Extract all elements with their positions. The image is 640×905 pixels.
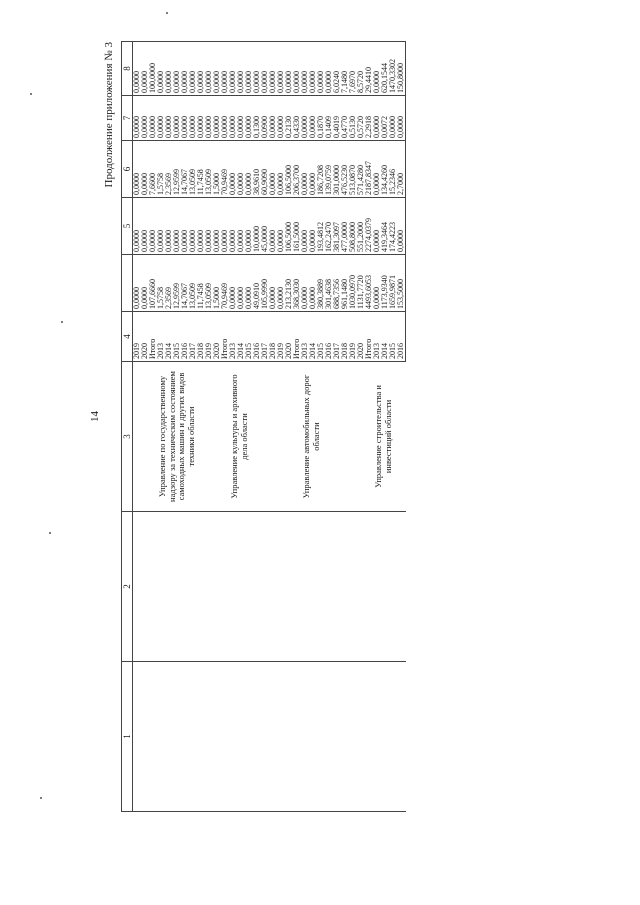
amount-cell: 11,7458 — [197, 141, 205, 198]
year-cell: 2016 — [397, 312, 406, 362]
amount-cell: 2,2918 — [365, 96, 373, 141]
col-1-cell — [229, 662, 301, 812]
col-1-cell — [301, 662, 373, 812]
amount-cell: 0,0000 — [277, 42, 285, 96]
amount-cell: 0,0000 — [181, 96, 189, 141]
amount-cell: 0,0000 — [229, 96, 237, 141]
amount-cell: 70,9469 — [221, 141, 229, 198]
amount-cell: 0,0000 — [277, 96, 285, 141]
amount-cell: 0,0000 — [133, 255, 142, 312]
column-header — [122, 255, 133, 312]
amount-cell: 0,0000 — [269, 198, 277, 255]
amount-cell: 0,0000 — [301, 141, 309, 198]
amount-cell: 0,0000 — [141, 42, 149, 96]
table-row — [157, 42, 165, 812]
amount-cell: 139,0759 — [325, 141, 333, 198]
year-cell: 2014 — [165, 312, 173, 362]
amount-cell: 213,2130 — [285, 255, 293, 312]
amount-cell: 0,0000 — [285, 42, 293, 96]
year-cell: 2014 — [237, 312, 245, 362]
amount-cell: 0,0000 — [133, 96, 142, 141]
amount-cell: 0,0000 — [173, 198, 181, 255]
scan-speck — [49, 532, 51, 534]
amount-cell: 0,0000 — [221, 42, 229, 96]
amount-cell: 0,0000 — [245, 255, 253, 312]
amount-cell: 13,0509 — [205, 255, 213, 312]
amount-cell: 0,0000 — [277, 255, 285, 312]
col-2-cell — [157, 512, 229, 662]
year-cell: 2015 — [173, 312, 181, 362]
year-cell: 2013 — [373, 312, 381, 362]
amount-cell: 2,3569 — [165, 255, 173, 312]
amount-cell: 0,4770 — [341, 96, 349, 141]
year-cell: 2020 — [285, 312, 293, 362]
amount-cell: 0,0000 — [229, 141, 237, 198]
amount-cell: 0,0000 — [245, 96, 253, 141]
year-cell: 2020 — [141, 312, 149, 362]
amount-cell: 0,0000 — [269, 96, 277, 141]
amount-cell: 380,3889 — [317, 255, 325, 312]
amount-cell: 0,0000 — [301, 198, 309, 255]
amount-cell: 0,5130 — [349, 96, 357, 141]
amount-cell: 0,0000 — [309, 198, 317, 255]
col-1-cell — [157, 662, 229, 812]
budget-table — [121, 41, 406, 812]
amount-cell: 14,7067 — [181, 255, 189, 312]
table-row — [229, 42, 237, 812]
amount-cell: 0,0000 — [133, 141, 142, 198]
year-cell: Итого — [365, 312, 373, 362]
amount-cell: 2,3569 — [165, 141, 173, 198]
amount-cell: 100,0000 — [149, 42, 157, 96]
amount-cell: 13,0509 — [189, 255, 197, 312]
organization-name: Управление культуры и архивного дела области — [229, 362, 301, 512]
amount-cell: 12,9599 — [173, 255, 181, 312]
amount-cell: 10,0000 — [253, 198, 261, 255]
amount-cell: 0,0000 — [197, 42, 205, 96]
amount-cell: 2,7000 — [397, 141, 406, 198]
column-header: 6 — [122, 141, 133, 198]
amount-cell: 0,0000 — [189, 198, 197, 255]
amount-cell: 0,0000 — [301, 255, 309, 312]
amount-cell: 206,3700 — [293, 141, 301, 198]
page-number: 14 — [89, 411, 101, 422]
amount-cell: 301,4638 — [325, 255, 333, 312]
amount-cell: 551,2000 — [357, 198, 365, 255]
amount-cell: 0,5720 — [357, 96, 365, 141]
year-cell: 2015 — [389, 312, 397, 362]
amount-cell: 620,1544 — [381, 42, 389, 96]
amount-cell: 0,0000 — [277, 198, 285, 255]
amount-cell: 13,0509 — [205, 141, 213, 198]
amount-cell: 0,0000 — [213, 96, 221, 141]
amount-cell: 0,0000 — [189, 42, 197, 96]
amount-cell: 0,0000 — [269, 255, 277, 312]
amount-cell: 0,0000 — [245, 42, 253, 96]
column-header: 4 — [122, 312, 133, 362]
amount-cell: 153,5000 — [397, 255, 406, 312]
amount-cell: 0,0000 — [133, 42, 142, 96]
amount-cell: 1173,9340 — [381, 255, 389, 312]
amount-cell: 8,5720 — [357, 42, 365, 96]
amount-cell: 0,0000 — [237, 255, 245, 312]
amount-cell: 0,0000 — [181, 198, 189, 255]
amount-cell: 0,0000 — [373, 42, 381, 96]
amount-cell: 0,0000 — [165, 96, 173, 141]
scan-speck — [30, 93, 32, 95]
amount-cell: 0,1870 — [317, 96, 325, 141]
amount-cell: 0,0000 — [205, 42, 213, 96]
year-cell: 2015 — [317, 312, 325, 362]
year-cell: 2019 — [277, 312, 285, 362]
amount-cell: 162,2470 — [325, 198, 333, 255]
amount-cell: 193,4812 — [317, 198, 325, 255]
amount-cell: 571,4280 — [357, 141, 365, 198]
year-cell: 2017 — [189, 312, 197, 362]
year-cell: 2019 — [133, 312, 142, 362]
year-cell: 2018 — [341, 312, 349, 362]
amount-cell: 0,0000 — [397, 96, 406, 141]
year-cell: 2015 — [245, 312, 253, 362]
amount-cell: 6,0240 — [333, 42, 341, 96]
organization-name: Управление по государственному надзору за техническим состоянием самоходных машин и других видов техники области — [157, 362, 229, 512]
column-number-row — [122, 42, 133, 812]
year-cell: 2013 — [229, 312, 237, 362]
year-cell: 2020 — [213, 312, 221, 362]
amount-cell: 381,3097 — [333, 198, 341, 255]
amount-cell: 0,0000 — [237, 96, 245, 141]
amount-cell: 301,0000 — [333, 141, 341, 198]
amount-cell: 2274,0379 — [365, 198, 373, 255]
amount-cell: 0,0000 — [149, 198, 157, 255]
amount-cell: 419,3464 — [381, 198, 389, 255]
amount-cell: 0,1300 — [253, 96, 261, 141]
amount-cell: 368,3030 — [293, 255, 301, 312]
amount-cell: 0,0000 — [325, 42, 333, 96]
amount-cell: 1131,7720 — [357, 255, 365, 312]
amount-cell: 0,0000 — [373, 255, 381, 312]
amount-cell: 1,5000 — [213, 255, 221, 312]
column-header: 2 — [122, 512, 133, 662]
amount-cell: 0,0000 — [293, 42, 301, 96]
amount-cell: 0,0000 — [397, 198, 406, 255]
amount-cell: 0,0000 — [389, 96, 397, 141]
amount-cell: 0,0000 — [213, 198, 221, 255]
amount-cell: 45,0000 — [261, 198, 269, 255]
amount-cell: 0,0000 — [197, 198, 205, 255]
year-cell: 2018 — [197, 312, 205, 362]
amount-cell: 0,0000 — [221, 198, 229, 255]
amount-cell: 11,7458 — [197, 255, 205, 312]
amount-cell: 105,9990 — [261, 255, 269, 312]
amount-cell: 0,0000 — [157, 198, 165, 255]
amount-cell: 508,8000 — [349, 198, 357, 255]
column-header: 7 — [122, 96, 133, 141]
year-cell: 2014 — [309, 312, 317, 362]
amount-cell: 174,4223 — [389, 198, 397, 255]
scan-speck — [61, 321, 63, 323]
col-2-cell — [229, 512, 301, 662]
amount-cell: 14,7067 — [181, 141, 189, 198]
amount-cell: 38,9610 — [253, 141, 261, 198]
year-cell: Итого — [149, 312, 157, 362]
amount-cell: 7,6600 — [149, 141, 157, 198]
column-header: 8 — [122, 42, 133, 96]
amount-cell: 476,5230 — [341, 141, 349, 198]
year-cell: 2017 — [333, 312, 341, 362]
column-header: 3 — [122, 362, 133, 512]
amount-cell: 0,0000 — [309, 42, 317, 96]
amount-cell: 0,0000 — [141, 255, 149, 312]
amount-cell: 0,0000 — [237, 42, 245, 96]
amount-cell: 0,0000 — [309, 255, 317, 312]
amount-cell: 70,9469 — [221, 255, 229, 312]
amount-cell: 0,0000 — [301, 96, 309, 141]
amount-cell: 161,5000 — [293, 198, 301, 255]
amount-cell: 60,9090 — [261, 141, 269, 198]
amount-cell: 1,5758 — [157, 141, 165, 198]
table-row — [133, 42, 142, 812]
col-2-cell — [373, 512, 406, 662]
column-header: 5 — [122, 198, 133, 255]
amount-cell: 0,0000 — [277, 141, 285, 198]
scan-speck — [166, 12, 168, 14]
appendix-continuation-note: Продолжение приложения № 3 — [103, 42, 115, 188]
amount-cell: 0,0000 — [373, 198, 381, 255]
amount-cell: 1659,9871 — [389, 255, 397, 312]
organization-name: Управление строительства и инвестиций области — [373, 362, 406, 512]
amount-cell: 961,1480 — [341, 255, 349, 312]
col-2-cell — [133, 512, 158, 662]
amount-cell: 106,5000 — [285, 141, 293, 198]
table-body — [133, 42, 406, 812]
amount-cell: 29,4410 — [365, 42, 373, 96]
amount-cell: 0,0000 — [261, 42, 269, 96]
amount-cell: 0,0000 — [213, 42, 221, 96]
year-cell: 2014 — [381, 312, 389, 362]
amount-cell: 12,9599 — [173, 141, 181, 198]
amount-cell: 0,0000 — [133, 198, 142, 255]
year-cell: 2020 — [357, 312, 365, 362]
col-1-cell — [373, 662, 406, 812]
year-cell: 2016 — [253, 312, 261, 362]
amount-cell: 1470,3302 — [389, 42, 397, 96]
amount-cell: 0,0000 — [253, 42, 261, 96]
amount-cell: 7,1480 — [341, 42, 349, 96]
amount-cell: 0,0000 — [309, 96, 317, 141]
amount-cell: 0,0072 — [381, 96, 389, 141]
year-cell: 2013 — [157, 312, 165, 362]
amount-cell: 0,0000 — [165, 42, 173, 96]
year-cell: 2018 — [269, 312, 277, 362]
amount-cell: 0,0000 — [269, 42, 277, 96]
amount-cell: 0,0000 — [173, 42, 181, 96]
amount-cell: 13,0509 — [189, 141, 197, 198]
amount-cell: 0,0000 — [245, 198, 253, 255]
amount-cell: 0,0000 — [309, 141, 317, 198]
col-1-cell — [133, 662, 158, 812]
amount-cell: 0,0000 — [197, 96, 205, 141]
table-row — [373, 42, 381, 812]
amount-cell: 0,4330 — [293, 96, 301, 141]
year-cell: 2016 — [325, 312, 333, 362]
amount-cell: 0,0000 — [157, 42, 165, 96]
amount-cell: 0,0000 — [229, 198, 237, 255]
amount-cell: 0,0000 — [149, 96, 157, 141]
amount-cell: 0,0000 — [181, 42, 189, 96]
amount-cell: 477,0000 — [341, 198, 349, 255]
year-cell: 2019 — [349, 312, 357, 362]
amount-cell: 0,0000 — [205, 198, 213, 255]
amount-cell: 0,0000 — [141, 141, 149, 198]
table-row — [301, 42, 309, 812]
amount-cell: 1,5758 — [157, 255, 165, 312]
amount-cell: 0,0000 — [317, 42, 325, 96]
amount-cell: 0,0000 — [165, 198, 173, 255]
amount-cell: 0,0000 — [229, 42, 237, 96]
amount-cell: 134,4260 — [381, 141, 389, 198]
amount-cell: 2187,8347 — [365, 141, 373, 198]
amount-cell: 1,5000 — [213, 141, 221, 198]
amount-cell: 0,0000 — [237, 198, 245, 255]
rotated-sheet — [85, 42, 585, 812]
col-2-cell — [301, 512, 373, 662]
amount-cell: 688,7356 — [333, 255, 341, 312]
amount-cell: 15,2346 — [389, 141, 397, 198]
year-cell: 2019 — [205, 312, 213, 362]
amount-cell: 0,0000 — [269, 141, 277, 198]
year-cell: 2016 — [181, 312, 189, 362]
amount-cell: 0,0000 — [141, 96, 149, 141]
amount-cell: 0,0000 — [373, 141, 381, 198]
amount-cell: 0,2130 — [285, 96, 293, 141]
amount-cell: 1030,0970 — [349, 255, 357, 312]
year-cell: 2017 — [261, 312, 269, 362]
amount-cell: 0,4019 — [333, 96, 341, 141]
year-cell: 2013 — [301, 312, 309, 362]
amount-cell: 0,0000 — [173, 96, 181, 141]
amount-cell: 0,0000 — [205, 96, 213, 141]
amount-cell: 49,0910 — [253, 255, 261, 312]
amount-cell: 0,0000 — [229, 255, 237, 312]
amount-cell: 107,6660 — [149, 255, 157, 312]
organization-name: Управление автомобильных дорог области — [301, 362, 373, 512]
scan-speck — [40, 797, 42, 799]
amount-cell: 0,0000 — [189, 96, 197, 141]
amount-cell: 0,0000 — [141, 198, 149, 255]
amount-cell: 0,0900 — [261, 96, 269, 141]
column-header: 1 — [122, 662, 133, 812]
organization-name — [133, 362, 158, 512]
amount-cell: 513,0870 — [349, 141, 357, 198]
amount-cell: 186,7208 — [317, 141, 325, 198]
year-cell: Итого — [221, 312, 229, 362]
amount-cell: 0,1409 — [325, 96, 333, 141]
amount-cell: 150,8000 — [397, 42, 406, 96]
amount-cell: 0,0000 — [373, 96, 381, 141]
amount-cell: 7,6970 — [349, 42, 357, 96]
amount-cell: 0,0000 — [301, 42, 309, 96]
amount-cell: 106,5000 — [285, 198, 293, 255]
amount-cell: 0,0000 — [237, 141, 245, 198]
year-cell: Итого — [293, 312, 301, 362]
amount-cell: 0,0000 — [221, 96, 229, 141]
amount-cell: 0,0000 — [245, 141, 253, 198]
amount-cell: 4493,6053 — [365, 255, 373, 312]
amount-cell: 0,0000 — [157, 96, 165, 141]
